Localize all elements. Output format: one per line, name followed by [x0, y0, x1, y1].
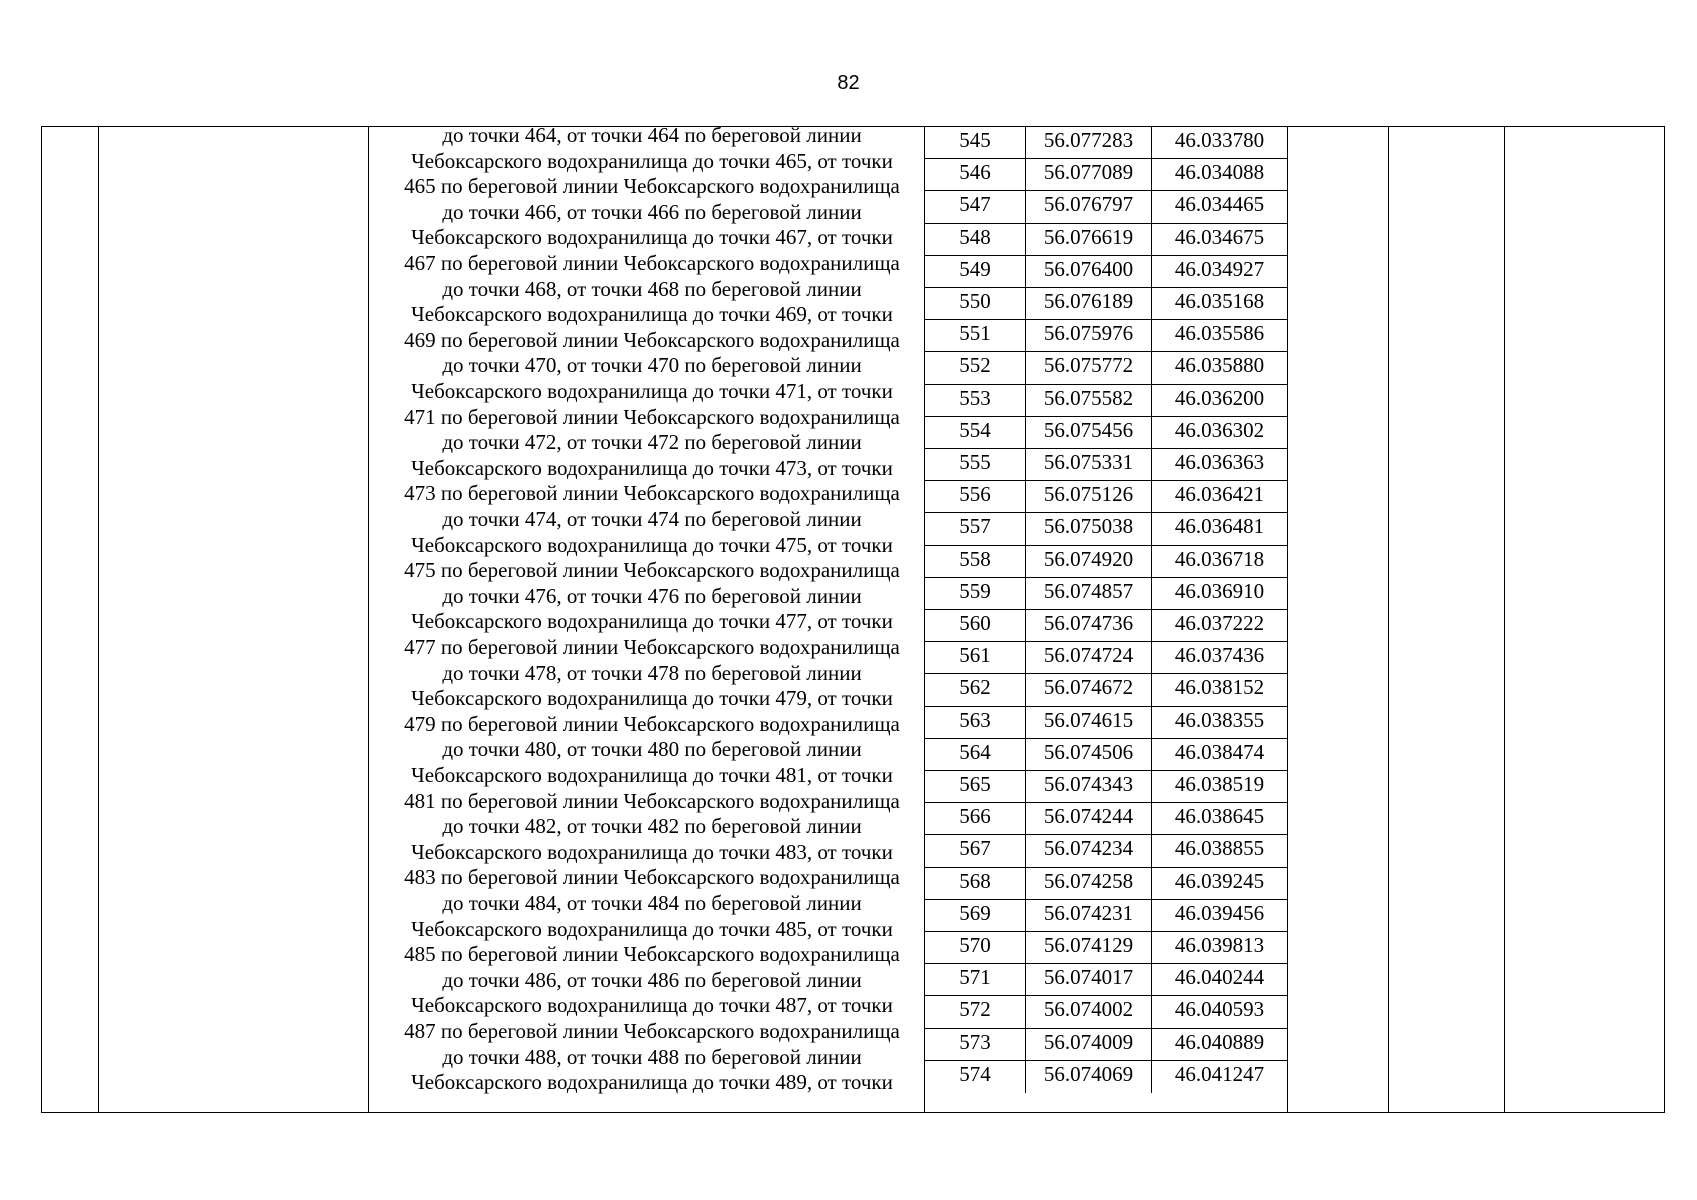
- latitude-cell: 56.076797: [1026, 191, 1152, 222]
- longitude-cell: 46.036200: [1152, 385, 1288, 416]
- latitude-cell: 56.074857: [1026, 578, 1152, 609]
- description-line: Чебоксарского водохранилища до точки 475, от точки: [411, 532, 893, 557]
- coordinate-row: [924, 546, 1287, 578]
- point-number-cell: 549: [925, 256, 1026, 287]
- description-line: 477 по береговой линии Чебоксарского водохранилища: [404, 635, 900, 659]
- longitude-cell: 46.034088: [1152, 159, 1288, 190]
- point-number-cell: 563: [925, 707, 1026, 738]
- point-number-cell: 555: [925, 449, 1026, 480]
- latitude-cell: 56.075038: [1026, 513, 1152, 544]
- coordinate-row: [924, 127, 1287, 159]
- point-number-cell: 571: [925, 964, 1026, 995]
- longitude-cell: 46.035168: [1152, 288, 1288, 319]
- point-number-cell: 554: [925, 417, 1026, 448]
- longitude-cell: 46.038855: [1152, 835, 1288, 866]
- coordinate-row: [924, 835, 1287, 867]
- description-line: до точки 480, от точки 480 по береговой линии: [442, 737, 862, 762]
- description-line: до точки 478, от точки 478 по береговой линии: [442, 660, 862, 685]
- coordinate-row: [924, 481, 1287, 513]
- coordinate-row: [924, 610, 1287, 642]
- point-number-cell: 556: [925, 481, 1026, 512]
- point-number-cell: 562: [925, 674, 1026, 705]
- latitude-cell: 56.074234: [1026, 835, 1152, 866]
- description-line: Чебоксарского водохранилища до точки 485, от точки: [411, 916, 893, 941]
- coordinate-row: [924, 1061, 1287, 1093]
- latitude-cell: 56.075331: [1026, 449, 1152, 480]
- description-line: Чебоксарского водохранилища до точки 465, от точки: [411, 148, 893, 173]
- latitude-cell: 56.074724: [1026, 642, 1152, 673]
- column-divider: [1388, 127, 1389, 1112]
- description-line: 465 по береговой линии Чебоксарского водохранилища: [404, 174, 900, 199]
- longitude-cell: 46.040244: [1152, 964, 1288, 995]
- coordinate-row: [924, 385, 1287, 417]
- coordinate-row: [924, 996, 1287, 1028]
- coordinate-row: [924, 771, 1287, 803]
- description-line: 479 по береговой линии Чебоксарского водохранилища: [404, 711, 900, 736]
- longitude-cell: 46.039456: [1152, 900, 1288, 931]
- coordinate-row: [924, 256, 1287, 288]
- coordinate-row: [924, 739, 1287, 771]
- latitude-cell: 56.074129: [1026, 932, 1152, 963]
- description-line: Чебоксарского водохранилища до точки 471, от точки: [411, 379, 893, 403]
- longitude-cell: 46.040889: [1152, 1029, 1288, 1060]
- point-number-cell: 566: [925, 803, 1026, 834]
- point-number-cell: 559: [925, 578, 1026, 609]
- description-line: 471 по береговой линии Чебоксарского водохранилища: [404, 404, 900, 429]
- point-number-cell: 553: [925, 385, 1026, 416]
- longitude-cell: 46.034465: [1152, 191, 1288, 222]
- latitude-cell: 56.074017: [1026, 964, 1152, 995]
- description-line: до точки 474, от точки 474 по береговой линии: [442, 507, 862, 531]
- point-number-cell: 565: [925, 771, 1026, 802]
- point-number-cell: 558: [925, 546, 1026, 577]
- latitude-cell: 56.074615: [1026, 707, 1152, 738]
- longitude-cell: 46.037222: [1152, 610, 1288, 641]
- latitude-cell: 56.074231: [1026, 900, 1152, 931]
- coordinate-row: [924, 224, 1287, 256]
- description-line: до точки 488, от точки 488 по береговой линии: [442, 1044, 862, 1069]
- point-number-cell: 560: [925, 610, 1026, 641]
- description-line: 483 по береговой линии Чебоксарского водохранилища: [404, 865, 900, 890]
- point-number-cell: 568: [925, 868, 1026, 899]
- longitude-cell: 46.036910: [1152, 578, 1288, 609]
- coordinate-row: [924, 417, 1287, 449]
- coordinate-row: [924, 320, 1287, 352]
- description-line: 481 по береговой линии Чебоксарского водохранилища: [404, 788, 900, 813]
- coordinate-row: [924, 449, 1287, 481]
- latitude-cell: 56.074736: [1026, 610, 1152, 641]
- latitude-cell: 56.075126: [1026, 481, 1152, 512]
- coordinate-row: [924, 803, 1287, 835]
- column-divider: [1504, 127, 1505, 1112]
- description-line: 475 по береговой линии Чебоксарского водохранилища: [404, 558, 900, 583]
- description-line: до точки 476, от точки 476 по береговой линии: [442, 583, 862, 608]
- point-number-cell: 572: [925, 996, 1026, 1027]
- longitude-cell: 46.037436: [1152, 642, 1288, 673]
- boundary-table: [41, 126, 1665, 1113]
- longitude-cell: 46.040593: [1152, 996, 1288, 1027]
- latitude-cell: 56.077283: [1026, 127, 1152, 158]
- description-line: до точки 472, от точки 472 по береговой линии: [442, 430, 862, 455]
- description-line: до точки 484, от точки 484 по береговой линии: [442, 891, 862, 915]
- point-number-cell: 550: [925, 288, 1026, 319]
- latitude-cell: 56.075456: [1026, 417, 1152, 448]
- description-line: до точки 470, от точки 470 по береговой линии: [442, 353, 862, 378]
- point-number-cell: 564: [925, 739, 1026, 770]
- point-number-cell: 567: [925, 835, 1026, 866]
- point-number-cell: 552: [925, 352, 1026, 383]
- description-line: 473 по береговой линии Чебоксарского водохранилища: [404, 481, 900, 506]
- description-line: Чебоксарского водохранилища до точки 473, от точки: [411, 455, 893, 480]
- longitude-cell: 46.039813: [1152, 932, 1288, 963]
- description-line: 467 по береговой линии Чебоксарского водохранилища: [404, 251, 900, 275]
- point-number-cell: 574: [925, 1061, 1026, 1093]
- latitude-cell: 56.075772: [1026, 352, 1152, 383]
- longitude-cell: 46.038152: [1152, 674, 1288, 705]
- coordinate-row: [924, 191, 1287, 223]
- latitude-cell: 56.075582: [1026, 385, 1152, 416]
- description-line: до точки 466, от точки 466 по береговой линии: [442, 199, 862, 224]
- longitude-cell: 46.038355: [1152, 707, 1288, 738]
- description-line: 485 по береговой линии Чебоксарского водохранилища: [404, 942, 900, 967]
- longitude-cell: 46.041247: [1152, 1061, 1288, 1093]
- latitude-cell: 56.074672: [1026, 674, 1152, 705]
- description-line: до точки 464, от точки 464 по береговой линии: [442, 127, 862, 147]
- point-number-cell: 545: [925, 127, 1026, 158]
- longitude-cell: 46.036363: [1152, 449, 1288, 480]
- longitude-cell: 46.034927: [1152, 256, 1288, 287]
- longitude-cell: 46.038645: [1152, 803, 1288, 834]
- column-divider: [98, 127, 99, 1112]
- description-line: Чебоксарского водохранилища до точки 481, от точки: [411, 763, 893, 787]
- coordinate-row: [924, 578, 1287, 610]
- latitude-cell: 56.074920: [1026, 546, 1152, 577]
- longitude-cell: 46.035880: [1152, 352, 1288, 383]
- latitude-cell: 56.074258: [1026, 868, 1152, 899]
- description-line: Чебоксарского водохранилища до точки 479, от точки: [411, 686, 893, 711]
- description-line: Чебоксарского водохранилища до точки 477, от точки: [411, 609, 893, 634]
- page-number: 82: [837, 72, 860, 94]
- point-number-cell: 570: [925, 932, 1026, 963]
- coordinate-row: [924, 159, 1287, 191]
- point-number-cell: 548: [925, 224, 1026, 255]
- longitude-cell: 46.039245: [1152, 868, 1288, 899]
- description-line: до точки 486, от точки 486 по береговой линии: [442, 967, 862, 992]
- latitude-cell: 56.076189: [1026, 288, 1152, 319]
- latitude-cell: 56.074244: [1026, 803, 1152, 834]
- longitude-cell: 46.038474: [1152, 739, 1288, 770]
- longitude-cell: 46.036481: [1152, 513, 1288, 544]
- point-number-cell: 561: [925, 642, 1026, 673]
- longitude-cell: 46.034675: [1152, 224, 1288, 255]
- latitude-cell: 56.074009: [1026, 1029, 1152, 1060]
- longitude-cell: 46.035586: [1152, 320, 1288, 351]
- coordinate-row: [924, 707, 1287, 739]
- coordinate-row: [924, 513, 1287, 545]
- coordinate-row: [924, 288, 1287, 320]
- point-number-cell: 551: [925, 320, 1026, 351]
- point-number-cell: 546: [925, 159, 1026, 190]
- description-line: Чебоксарского водохранилища до точки 467, от точки: [411, 225, 893, 250]
- coordinate-row: [924, 868, 1287, 900]
- longitude-cell: 46.036302: [1152, 417, 1288, 448]
- description-line: Чебоксарского водохранилища до точки 487, от точки: [411, 993, 893, 1018]
- longitude-cell: 46.036421: [1152, 481, 1288, 512]
- point-number-cell: 569: [925, 900, 1026, 931]
- description-line: 487 по береговой линии Чебоксарского водохранилища: [404, 1019, 900, 1043]
- coordinate-row: [924, 352, 1287, 384]
- longitude-cell: 46.033780: [1152, 127, 1288, 158]
- latitude-cell: 56.076400: [1026, 256, 1152, 287]
- longitude-cell: 46.036718: [1152, 546, 1288, 577]
- description-line: Чебоксарского водохранилища до точки 489, от точки: [411, 1070, 893, 1095]
- description-line: Чебоксарского водохранилища до точки 483, от точки: [411, 839, 893, 864]
- description-line: до точки 482, от точки 482 по береговой линии: [442, 814, 862, 839]
- latitude-cell: 56.075976: [1026, 320, 1152, 351]
- latitude-cell: 56.077089: [1026, 159, 1152, 190]
- point-number-cell: 557: [925, 513, 1026, 544]
- latitude-cell: 56.076619: [1026, 224, 1152, 255]
- coordinate-row: [924, 964, 1287, 996]
- coordinate-row: [924, 642, 1287, 674]
- boundary-description-cell: [375, 127, 929, 1112]
- point-number-cell: 573: [925, 1029, 1026, 1060]
- latitude-cell: 56.074343: [1026, 771, 1152, 802]
- description-line: до точки 468, от точки 468 по береговой линии: [442, 276, 862, 301]
- coordinate-row: [924, 900, 1287, 932]
- description-line: Чебоксарского водохранилища до точки 469, от точки: [411, 302, 893, 327]
- latitude-cell: 56.074002: [1026, 996, 1152, 1027]
- longitude-cell: 46.038519: [1152, 771, 1288, 802]
- point-number-cell: 547: [925, 191, 1026, 222]
- column-divider: [368, 127, 369, 1112]
- latitude-cell: 56.074069: [1026, 1061, 1152, 1093]
- latitude-cell: 56.074506: [1026, 739, 1152, 770]
- coordinate-row: [924, 932, 1287, 964]
- coordinate-row: [924, 1029, 1287, 1061]
- coordinate-row: [924, 674, 1287, 706]
- description-line: 469 по береговой линии Чебоксарского водохранилища: [404, 327, 900, 352]
